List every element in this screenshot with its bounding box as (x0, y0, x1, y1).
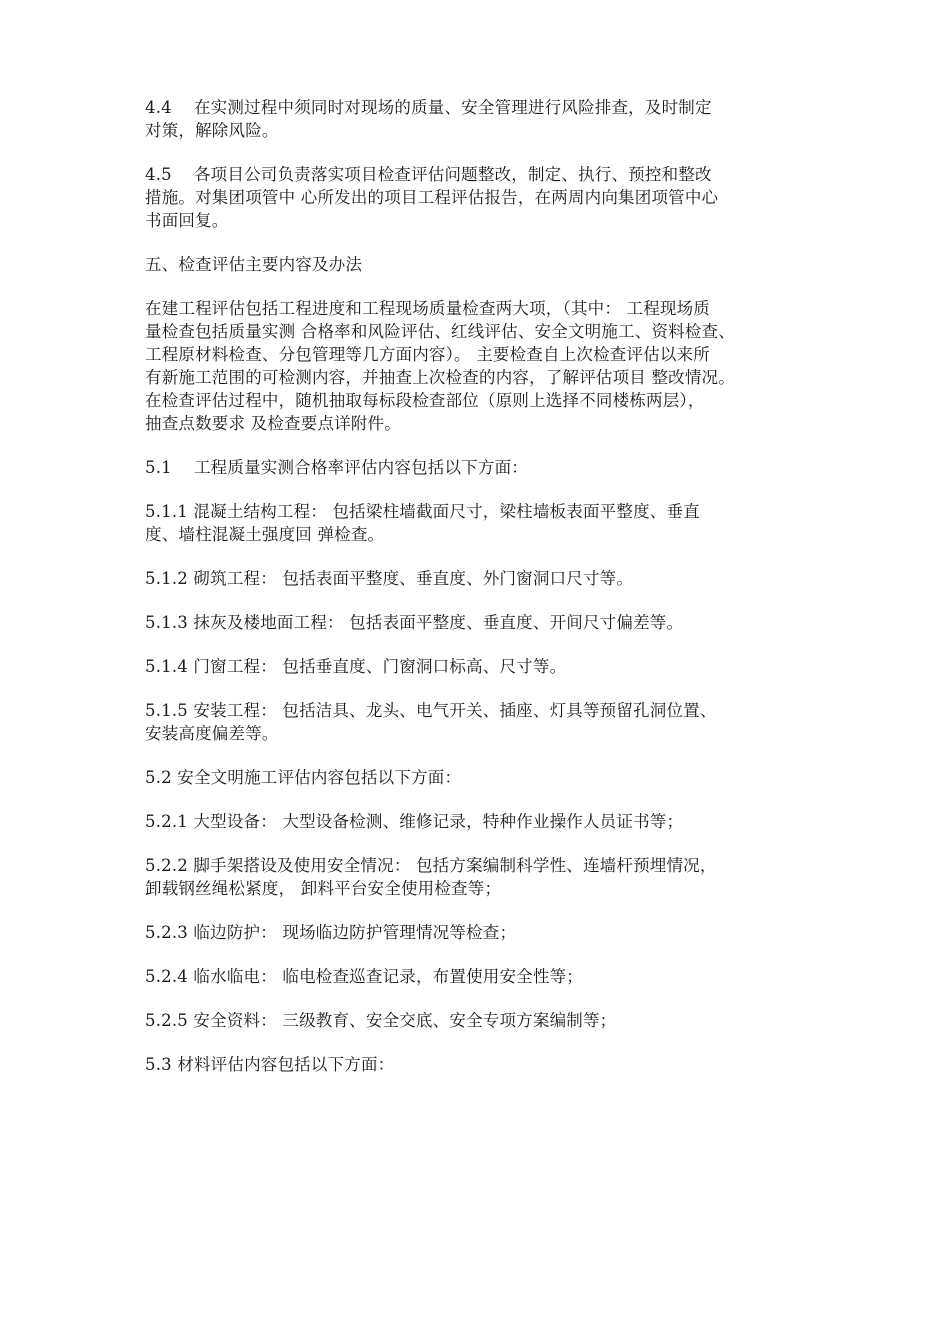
text-line: 安装高度偏差等。 (145, 724, 279, 743)
paragraph-5-2-2 (145, 854, 815, 900)
text-line: 措施。对集团项管中 心所发出的项目工程评估报告，在两周内向集团项管中心 (145, 188, 719, 207)
paragraph-5-1 (145, 456, 815, 479)
text-line: 5.2 安全文明施工评估内容包括以下方面： (145, 768, 462, 787)
text-line: 量检查包括质量实测 合格率和风险评估、红线评估、安全文明施工、资料检查、 (145, 322, 735, 341)
section-heading-5 (145, 253, 815, 276)
text-line: 抽查点数要求 及检查要点详附件。 (145, 414, 401, 433)
paragraph-intro (145, 297, 815, 435)
text-line: 5.1.4 门窗工程： 包括垂直度、门窗洞口标高、尺寸等。 (145, 657, 567, 676)
text-line: 在建工程评估包括工程进度和工程现场质量检查两大项，（其中： 工程现场质 (145, 299, 710, 318)
paragraph-5-1-2 (145, 567, 815, 590)
paragraph-5-1-5 (145, 699, 815, 745)
text-line: 5.1.3 抹灰及楼地面工程： 包括表面平整度、垂直度、开间尺寸偏差等。 (145, 613, 684, 632)
text-line: 5.1.2 砌筑工程： 包括表面平整度、垂直度、外门窗洞口尺寸等。 (145, 569, 634, 588)
document-page (145, 96, 815, 1097)
paragraph-5-1-3 (145, 611, 815, 634)
text-line: 5.1 工程质量实测合格率评估内容包括以下方面： (145, 458, 528, 477)
paragraph-5-2-5 (145, 1009, 815, 1032)
text-line: 5.1.5 安装工程： 包括洁具、龙头、电气开关、插座、灯具等预留孔洞位置、 (145, 701, 717, 720)
paragraph-5-1-4 (145, 655, 815, 678)
text-line: 4.5 各项目公司负责落实项目检查评估问题整改，制定、执行、预控和整改 (145, 165, 712, 184)
text-line: 卸载钢丝绳松紧度， 卸料平台安全使用检查等； (145, 879, 502, 898)
text-line: 5.2.2 脚手架搭设及使用安全情况： 包括方案编制科学性、连墙杆预埋情况， (145, 856, 717, 875)
paragraph-5-2 (145, 766, 815, 789)
paragraph-5-2-1 (145, 810, 815, 833)
text-line: 5.2.5 安全资料： 三级教育、安全交底、安全专项方案编制等； (145, 1011, 617, 1030)
text-line: 5.2.4 临水临电： 临电检查巡查记录，布置使用安全性等； (145, 967, 583, 986)
paragraph-5-2-3 (145, 921, 815, 944)
text-line: 5.1.1 混凝土结构工程： 包括梁柱墙截面尺寸，梁柱墙板表面平整度、垂直 (145, 502, 700, 521)
text-line: 工程原材料检查、分包管理等几方面内容）。 主要检查自上次检查评估以来所 (145, 345, 710, 364)
heading-text: 五、检查评估主要内容及办法 (145, 255, 363, 274)
paragraph-5-2-4 (145, 965, 815, 988)
paragraph-5-1-1 (145, 500, 815, 546)
text-line: 在检查评估过程中，随机抽取每标段检查部位（原则上选择不同楼栋两层）， (145, 391, 705, 410)
text-line: 书面回复。 (145, 211, 229, 230)
paragraph-4-4 (145, 96, 815, 142)
text-line: 对策，解除风险。 (145, 121, 279, 140)
paragraph-4-5 (145, 163, 815, 232)
paragraph-5-3 (145, 1053, 815, 1076)
text-line: 5.2.1 大型设备： 大型设备检测、维修记录，特种作业操作人员证书等； (145, 812, 684, 831)
text-line: 度、墙柱混凝土强度回 弹检查。 (145, 525, 385, 544)
text-line: 4.4 在实测过程中须同时对现场的质量、安全管理进行风险排查，及时制定 (145, 98, 712, 117)
text-line: 有新施工范围的可检测内容，并抽查上次检查的内容，了解评估项目 整改情况。 (145, 368, 735, 387)
text-line: 5.3 材料评估内容包括以下方面： (145, 1055, 395, 1074)
text-line: 5.2.3 临边防护： 现场临边防护管理情况等检查； (145, 923, 517, 942)
